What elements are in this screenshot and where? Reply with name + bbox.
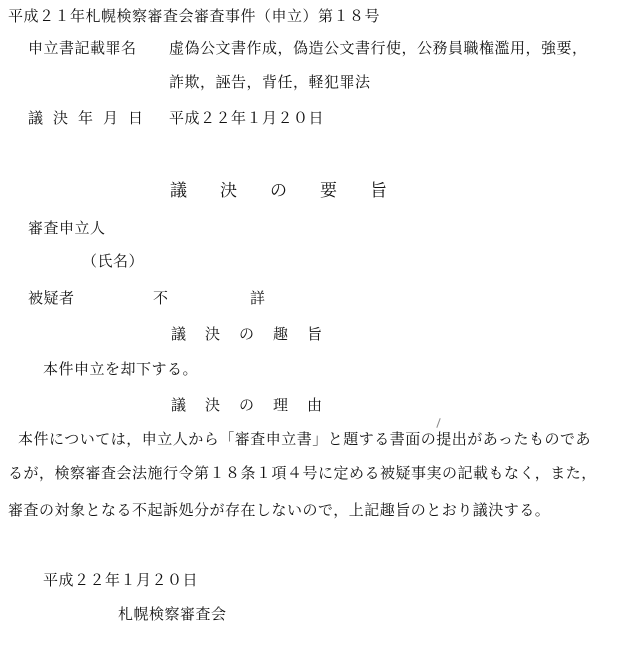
scan-mark: [436, 418, 440, 428]
document-title: 議決の要旨: [170, 181, 420, 201]
decision-date: 平成２２年１月２０日: [169, 109, 325, 127]
reason-line-2: るが，検察審査会法施行令第１８条１項４号に定める被疑事実の記載もなく，また，: [8, 464, 597, 482]
offense-line-2: 詐欺，誣告，背任，軽犯罪法: [169, 73, 371, 91]
offense-label: 申立書記載罪名: [28, 39, 137, 57]
case-number: 平成２１年札幌検察審査会審査事件（申立）第１８号: [8, 7, 381, 25]
suspect-value-first: 不: [153, 289, 169, 307]
offense-line-1: 虚偽公文書作成，偽造公文書行使，公務員職権濫用，強要，: [169, 39, 588, 57]
applicant-label: 審査申立人: [28, 219, 106, 237]
gist-text: 本件申立を却下する。: [43, 360, 199, 378]
reason-heading: 議決の理由: [171, 396, 342, 414]
suspect-value-second: 詳: [250, 289, 266, 307]
footer-date: 平成２２年１月２０日: [43, 571, 199, 589]
suspect-label: 被疑者: [28, 289, 75, 307]
decision-date-label: 議決年月日: [28, 109, 154, 127]
applicant-name: （氏名）: [82, 252, 145, 270]
footer-organization: 札幌検察審査会: [118, 605, 227, 623]
gist-heading: 議決の趣旨: [171, 325, 342, 343]
reason-line-3: 審査の対象となる不起訴処分が存在しないので，上記趣旨のとおり議決する。: [8, 501, 551, 519]
reason-line-1: 本件については，申立人から「審査申立書」と題する書面の提出があったものであ: [18, 430, 592, 448]
